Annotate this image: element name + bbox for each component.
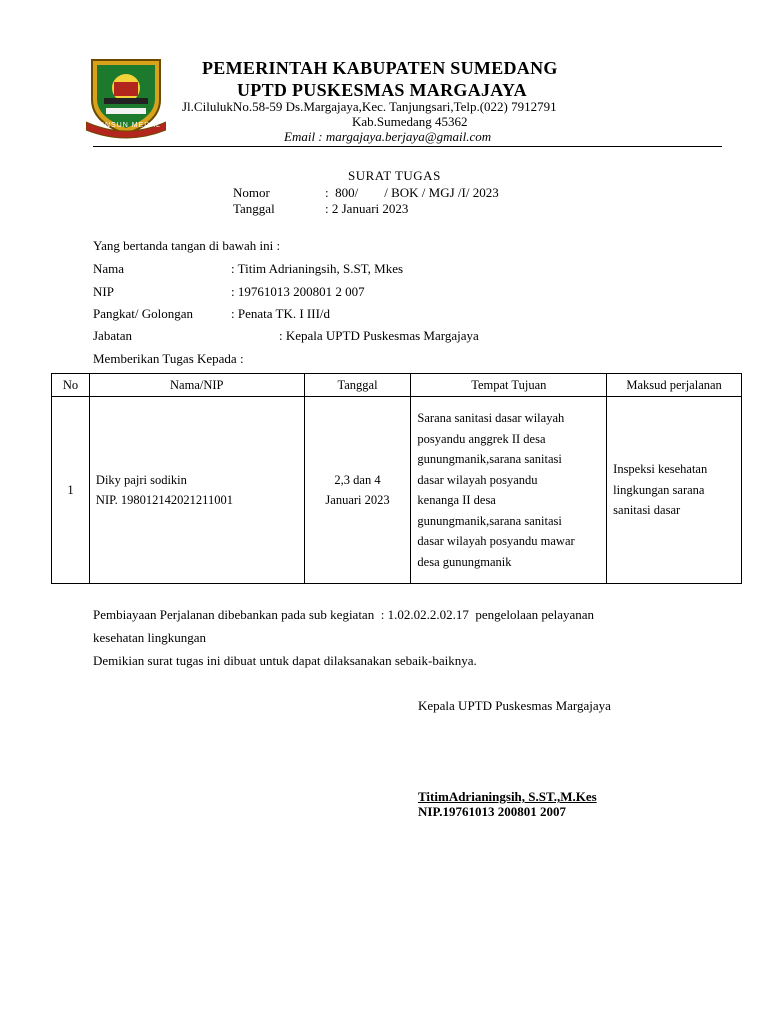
pangkat-label: Pangkat/ Golongan	[93, 306, 194, 321]
cell-maksud-line: sanitasi dasar	[613, 503, 681, 518]
jabatan-label: Jabatan	[93, 328, 132, 343]
signature-nip: NIP.19761013 200801 2007	[418, 804, 566, 819]
col-header-maksud: Maksud perjalanan	[607, 374, 742, 397]
col-header-tanggal: Tanggal	[304, 374, 411, 397]
cell-nama: Diky pajri sodikin	[95, 472, 187, 487]
nip-label: NIP	[93, 284, 114, 299]
header-government: PEMERINTAH KABUPATEN SUMEDANG	[202, 58, 558, 78]
cell-tempat-line: gunungmanik,sarana sanitasi	[417, 513, 562, 528]
header-city: Kab.Sumedang 45362	[352, 114, 468, 129]
nama-label: Nama	[93, 261, 125, 276]
cell-maksud	[607, 397, 742, 584]
header-divider	[93, 146, 722, 147]
cell-tempat-line: gunungmanik,sarana sanitasi	[417, 452, 562, 466]
header-email: Email : margajaya.berjaya@gmail.com	[284, 129, 492, 144]
table-row	[52, 397, 742, 584]
cell-nip: NIP. 198012142021211001	[95, 493, 233, 507]
cell-tempat-line: Sarana sanitasi dasar wilayah	[417, 411, 565, 425]
cell-tanggal	[304, 397, 411, 584]
header-address: Jl.CilulukNo.58-59 Ds.Margajaya,Kec. Tanjungsari,Telp.(022) 7912791	[182, 99, 557, 114]
intro-text: Yang bertanda tangan di bawah ini :	[93, 238, 281, 253]
cell-tempat-line: kenanga II desa	[417, 493, 496, 507]
cell-maksud-line: Inspeksi kesehatan	[613, 462, 708, 477]
nomor-value: : 800/ / BOK / MGJ /I/ 2023	[325, 185, 499, 200]
header-institution: UPTD PUSKESMAS MARGAJAYA	[237, 80, 527, 100]
cell-tempat-line: posyandu anggrek II desa	[417, 431, 546, 446]
cell-tempat-line: desa gunungmanik	[417, 554, 512, 569]
closing-statement: Demikian surat tugas ini dibuat untuk dapat dilaksanakan sebaik-baiknya.	[93, 653, 477, 668]
signature-position: Kepala UPTD Puskesmas Margajaya	[418, 698, 611, 713]
tanggal-value: : 2 Januari 2023	[325, 201, 409, 216]
document-title: SURAT TUGAS	[348, 168, 441, 183]
assign-intro: Memberikan Tugas Kepada :	[93, 351, 244, 366]
cell-tanggal-line1: 2,3 dan 4	[334, 472, 381, 487]
nomor-label: Nomor	[233, 185, 270, 200]
cell-tanggal-line2: Januari 2023	[325, 493, 390, 507]
nip-value: : 19761013 200801 2 007	[231, 284, 365, 299]
logo-motto: INSUN MEDAL	[102, 122, 161, 129]
cell-maksud-line: lingkungan sarana	[613, 482, 705, 497]
table-header-row	[52, 374, 742, 397]
cell-nama-nip	[89, 397, 304, 584]
nama-value: : Titim Adrianingsih, S.ST, Mkes	[231, 261, 404, 276]
col-header-tempat: Tempat Tujuan	[411, 374, 607, 397]
cell-no: 1	[52, 397, 90, 584]
funding-line2: kesehatan lingkungan	[93, 630, 206, 645]
assignment-table	[51, 373, 742, 584]
pangkat-value: : Penata TK. I III/d	[231, 306, 331, 321]
tanggal-label: Tanggal	[233, 201, 275, 216]
cell-tempat	[411, 397, 607, 584]
cell-tempat-line: dasar wilayah posyandu mawar	[417, 534, 575, 548]
col-header-nama: Nama/NIP	[89, 374, 304, 397]
col-header-no: No	[52, 374, 90, 397]
jabatan-value: : Kepala UPTD Puskesmas Margajaya	[279, 328, 479, 343]
signature-name: TitimAdrianingsih, S.ST.,M.Kes	[418, 789, 597, 804]
sumedang-regency-logo	[86, 56, 166, 140]
funding-line1: Pembiayaan Perjalanan dibebankan pada sub kegiatan : 1.02.02.2.02.17 pengelolaan pelayanan	[93, 607, 595, 622]
cell-tempat-line: dasar wilayah posyandu	[417, 472, 538, 487]
